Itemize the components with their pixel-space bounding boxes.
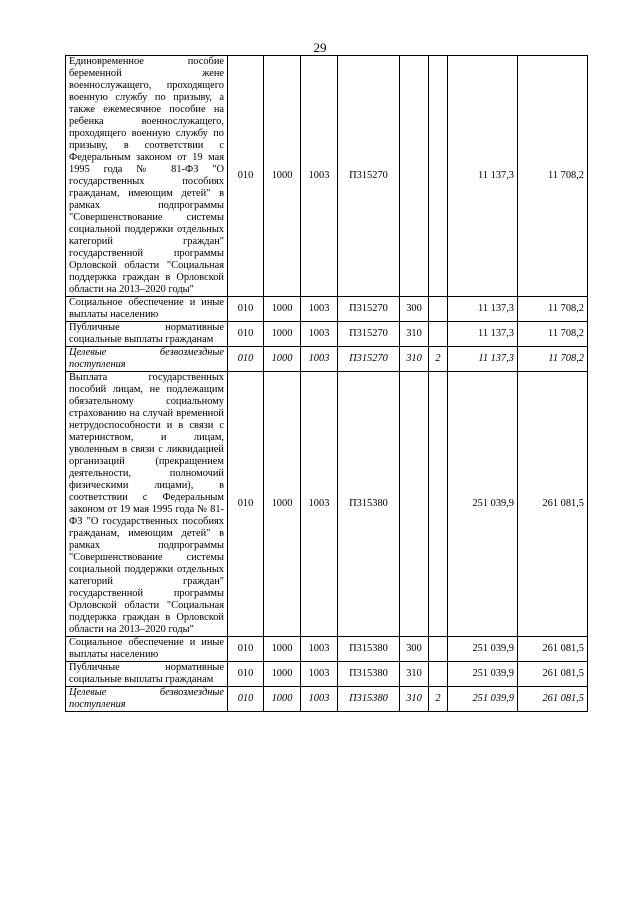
amount-year-1: 11 137,3	[448, 322, 518, 347]
table-body	[66, 56, 588, 712]
amount-year-2: 11 708,2	[518, 56, 588, 297]
funding-source-code	[429, 637, 448, 662]
target-article-code: П315380	[338, 687, 400, 712]
table-row	[66, 372, 588, 637]
section-code: 1000	[264, 637, 301, 662]
target-article-code: П315380	[338, 637, 400, 662]
table-row	[66, 687, 588, 712]
expense-type-code	[400, 56, 429, 297]
target-article-code: П315270	[338, 56, 400, 297]
expense-type-code	[400, 372, 429, 637]
subsection-code: 1003	[301, 297, 338, 322]
target-article-code: П315380	[338, 662, 400, 687]
row-description: Социальное обеспечение и иные выплаты населению	[66, 297, 228, 322]
expense-type-code: 310	[400, 347, 429, 372]
subsection-code: 1003	[301, 322, 338, 347]
amount-year-2: 261 081,5	[518, 372, 588, 637]
amount-year-1: 11 137,3	[448, 297, 518, 322]
row-description: Единовременное пособие беременной жене военнослужащего, проходящего военную службу по призыву, а также ежемесячное пособие на ребенка военнослужащего, проходящего военную службу по призыву, в соответствии с Федеральным законом от 19 мая 1995 года № 81-ФЗ "О государственных пособиях гражданам, имеющим детей" в рамках подпрограммы "Совершенствование системы социальной поддержки отдельных категорий граждан" государственной программы Орловской области "Социальная поддержка граждан в Орловской области на 2013–2020 годы"	[66, 56, 228, 297]
ministry-code: 010	[228, 372, 264, 637]
expense-type-code: 310	[400, 687, 429, 712]
amount-year-1: 251 039,9	[448, 637, 518, 662]
subsection-code: 1003	[301, 347, 338, 372]
section-code: 1000	[264, 322, 301, 347]
amount-year-2: 11 708,2	[518, 347, 588, 372]
table-row	[66, 347, 588, 372]
amount-year-2: 11 708,2	[518, 322, 588, 347]
target-article-code: П315270	[338, 297, 400, 322]
section-code: 1000	[264, 297, 301, 322]
expense-type-code: 300	[400, 637, 429, 662]
amount-year-2: 11 708,2	[518, 297, 588, 322]
funding-source-code	[429, 662, 448, 687]
subsection-code: 1003	[301, 56, 338, 297]
section-code: 1000	[264, 687, 301, 712]
ministry-code: 010	[228, 322, 264, 347]
row-description: Публичные нормативные социальные выплаты гражданам	[66, 322, 228, 347]
amount-year-2: 261 081,5	[518, 637, 588, 662]
amount-year-2: 261 081,5	[518, 687, 588, 712]
expense-type-code: 310	[400, 662, 429, 687]
row-description: Социальное обеспечение и иные выплаты населению	[66, 637, 228, 662]
subsection-code: 1003	[301, 372, 338, 637]
row-description: Целевые безвозмездные поступления	[66, 687, 228, 712]
funding-source-code: 2	[429, 687, 448, 712]
funding-source-code	[429, 372, 448, 637]
funding-source-code	[429, 56, 448, 297]
table-row	[66, 637, 588, 662]
amount-year-1: 251 039,9	[448, 372, 518, 637]
section-code: 1000	[264, 372, 301, 637]
subsection-code: 1003	[301, 662, 338, 687]
section-code: 1000	[264, 347, 301, 372]
amount-year-1: 251 039,9	[448, 662, 518, 687]
amount-year-1: 11 137,3	[448, 347, 518, 372]
target-article-code: П315270	[338, 347, 400, 372]
funding-source-code: 2	[429, 347, 448, 372]
table-row	[66, 56, 588, 297]
expense-type-code: 310	[400, 322, 429, 347]
section-code: 1000	[264, 56, 301, 297]
ministry-code: 010	[228, 662, 264, 687]
subsection-code: 1003	[301, 687, 338, 712]
table-row	[66, 297, 588, 322]
target-article-code: П315270	[338, 322, 400, 347]
ministry-code: 010	[228, 56, 264, 297]
amount-year-2: 261 081,5	[518, 662, 588, 687]
section-code: 1000	[264, 662, 301, 687]
subsection-code: 1003	[301, 637, 338, 662]
ministry-code: 010	[228, 297, 264, 322]
funding-source-code	[429, 322, 448, 347]
ministry-code: 010	[228, 347, 264, 372]
row-description: Целевые безвозмездные поступления	[66, 347, 228, 372]
row-description: Публичные нормативные социальные выплаты гражданам	[66, 662, 228, 687]
expense-type-code: 300	[400, 297, 429, 322]
ministry-code: 010	[228, 687, 264, 712]
row-description: Выплата государственных пособий лицам, не подлежащим обязательному социальному страхованию на случай временной нетрудоспособности и в связи с материнством, и лицам, уволенным в связи с ликвидацией организаций (прекращением деятельности, полномочий физическими лицами), в соответствии с Федеральным законом от 19 мая 1995 года № 81-ФЗ "О государственных пособиях гражданам, имеющим детей" в рамках подпрограммы "Совершенствование системы социальной поддержки отдельных категорий граждан" государственной программы Орловской области "Социальная поддержка граждан в Орловской области на 2013–2020 годы"	[66, 372, 228, 637]
ministry-code: 010	[228, 637, 264, 662]
table-row	[66, 662, 588, 687]
amount-year-1: 251 039,9	[448, 687, 518, 712]
target-article-code: П315380	[338, 372, 400, 637]
table-row	[66, 322, 588, 347]
amount-year-1: 11 137,3	[448, 56, 518, 297]
budget-table	[65, 55, 588, 712]
funding-source-code	[429, 297, 448, 322]
page-number: 29	[313, 40, 327, 55]
